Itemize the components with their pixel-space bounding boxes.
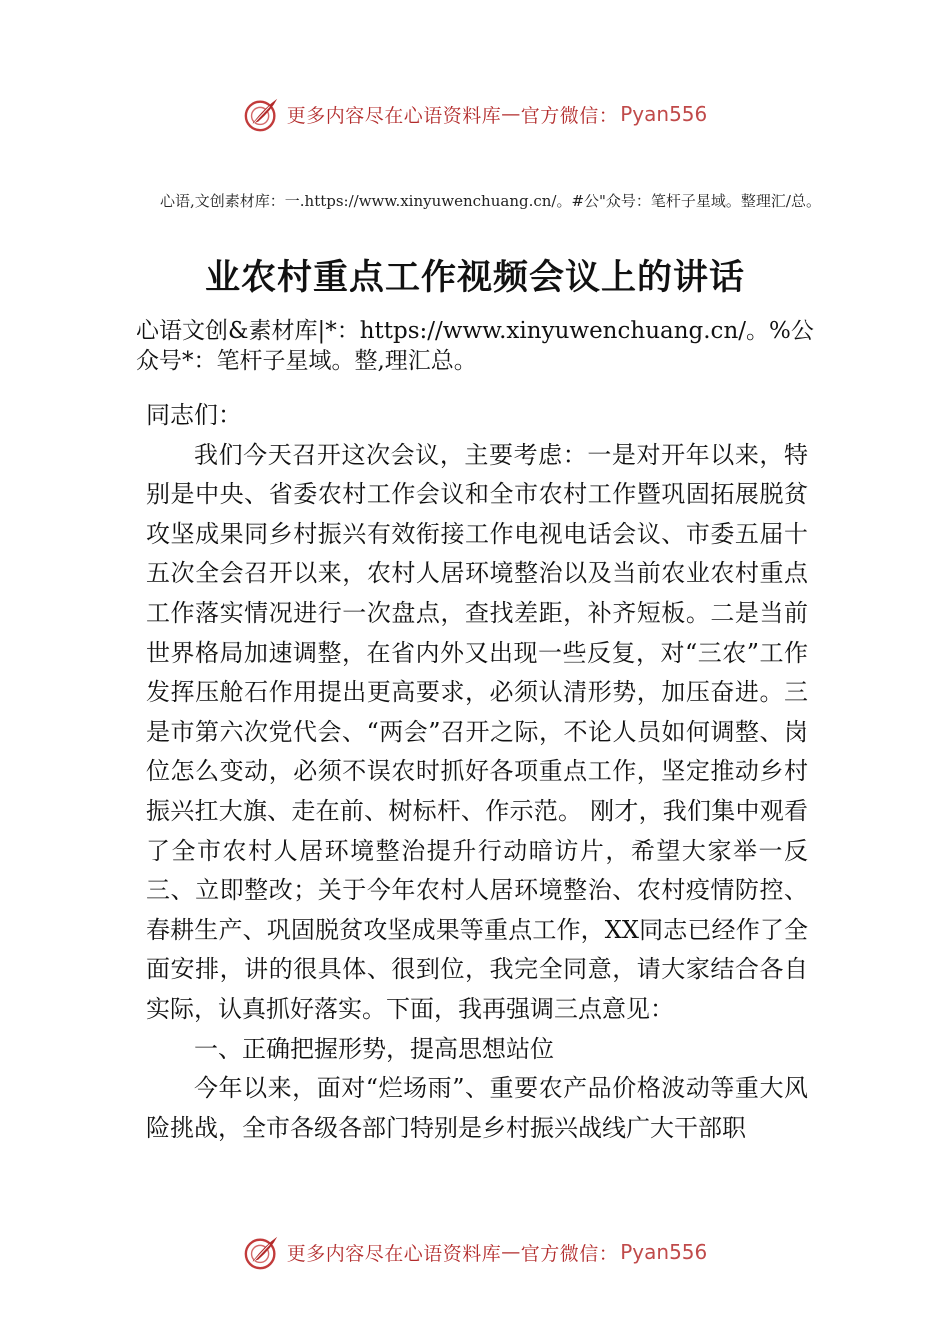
quill-pen-icon: [243, 1233, 281, 1271]
quill-pen-icon: [243, 95, 281, 133]
watermark-wechat-label: 官方微信：: [520, 1242, 619, 1265]
watermark-wechat-label: 官方微信：: [520, 104, 619, 127]
watermark-slogan: 更多内容尽在心语资料库: [286, 1242, 502, 1265]
section-heading: 一、正确把握形势，提高思想站位: [194, 1034, 554, 1063]
document-title: 业农村重点工作视频会议上的讲话: [204, 257, 745, 298]
salutation: 同志们：: [146, 401, 242, 429]
watermark-handle: Pyan556: [620, 1240, 708, 1264]
document-body: [146, 396, 808, 1148]
paragraph: 我们今天召开这次会议，主要考虑：一是对开年以来，特别是中央、省委农村工作会议和全市农村工作暨巩固拓展脱贫攻坚成果同乡村振兴有效衔接工作电视电话会议、市委五届十五次全会召开以来，农村人居环境整治以及当前农业农村重点工作落实情况进行一次盘点，查找差距，补齐短板。二是当前世界格局加速调整，在省内外又出现一些反复，对“三农”工作发挥压舱石作用提出更高要求，必须认清形势，加压奋进。三是市第六次党代会、“两会”召开之际，不论人员如何调整、岗位怎么变动，必须不误农时抓好各项重点工作，坚定推动乡村振兴扛大旗、走在前、树标杆、作示范。 刚才，我们集中观看了全市农村人居环境整治提升行动暗访片，希望大家举一反三、立即整改；关于今年农村人居环境整治、农村疫情防控、春耕生产、巩固脱贫攻坚成果等重点工作，XX同志已经作了全面安排，讲的很具体、很到位，我完全同意，请大家结合各自实际，认真抓好落实。下面，我再强调三点意见：: [146, 440, 808, 1023]
paragraph: 今年以来，面对“烂场雨”、重要农产品价格波动等重大风险挑战，全市各级各部门特别是乡村振兴战线广大干部职: [146, 1074, 808, 1142]
source-note-small: 心语,文创素材库：一.https://www.xinyuwenchuang.cn/。#公"众号：笔杆子星域。整理汇/总。: [160, 192, 821, 210]
watermark-dash: —: [501, 1241, 521, 1263]
watermark-dash: —: [501, 103, 521, 125]
watermark-banner-bottom: [0, 1232, 950, 1272]
watermark-slogan: 更多内容尽在心语资料库: [286, 104, 502, 127]
source-note-large: 心语文创&素材库|*：https://www.xinyuwenchuang.cn/。%公众号*：笔杆子星域。整,理汇总。: [136, 318, 814, 374]
watermark-handle: Pyan556: [620, 102, 708, 126]
watermark-banner-top: [0, 94, 950, 134]
